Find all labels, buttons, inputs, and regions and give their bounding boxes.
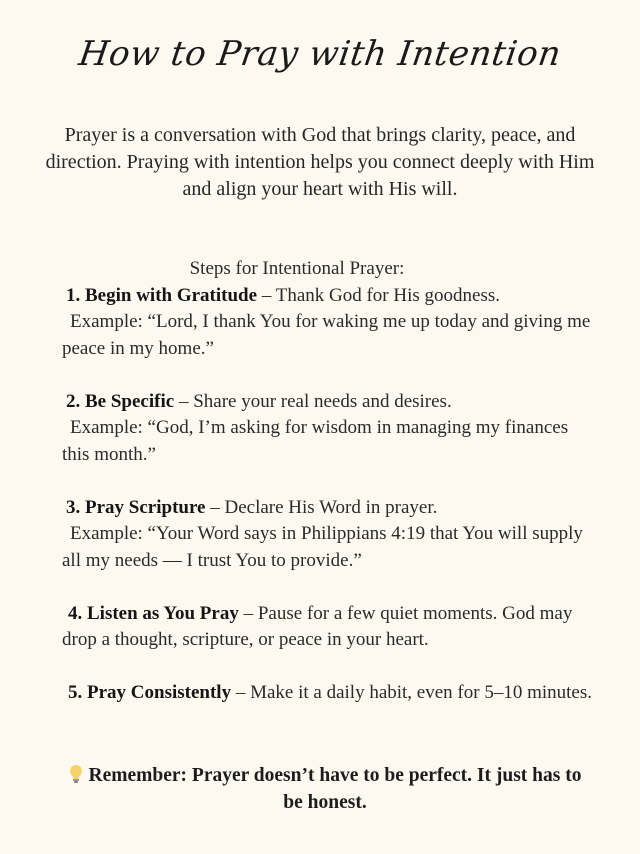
step-description: – Thank God for His goodness.: [257, 284, 500, 306]
step-description: – Pause for a few quiet moments. God may drop a thought, scripture, or peace in your heart.: [62, 602, 573, 650]
steps-section: [62, 256, 592, 707]
step-item: [62, 283, 592, 363]
step-description: – Share your real needs and desires.: [174, 390, 452, 412]
step-item: [62, 601, 592, 654]
step-item: [62, 680, 592, 707]
step-example: Example: “Your Word says in Philippians 4:19 that You will supply all my needs — I trust You to provide.”: [62, 523, 583, 571]
step-title: 2. Be Specific: [66, 390, 175, 412]
page-title: How to Pray with Intention: [76, 34, 564, 74]
step-title: 5. Pray Consistently: [68, 682, 232, 703]
intro-paragraph: Prayer is a conversation with God that brings clarity, peace, and direction. Praying with intention helps you connect deeply with Him and align your heart with His will.: [45, 124, 595, 200]
step-item: [62, 495, 592, 575]
steps-heading: Steps for Intentional Prayer:: [189, 258, 405, 279]
step-title: 1. Begin with Gratitude: [66, 284, 258, 306]
step-title: 3. Pray Scripture: [66, 496, 206, 518]
step-title: 4. Listen as You Pray: [68, 602, 239, 624]
remember-text: Prayer doesn’t have to be perfect. It just has to be honest.: [187, 765, 582, 813]
remember-note: [60, 762, 590, 816]
step-example: Example: “Lord, I thank You for waking me up today and giving me peace in my home.”: [62, 311, 591, 359]
step-item: [62, 389, 592, 469]
remember-label: Remember:: [88, 765, 188, 786]
lightbulb-icon: [69, 764, 83, 784]
step-description: – Make it a daily habit, even for 5–10 minutes.: [231, 682, 592, 703]
step-description: – Declare His Word in prayer.: [205, 496, 438, 518]
step-example: Example: “God, I’m asking for wisdom in managing my finances this month.”: [62, 417, 569, 465]
